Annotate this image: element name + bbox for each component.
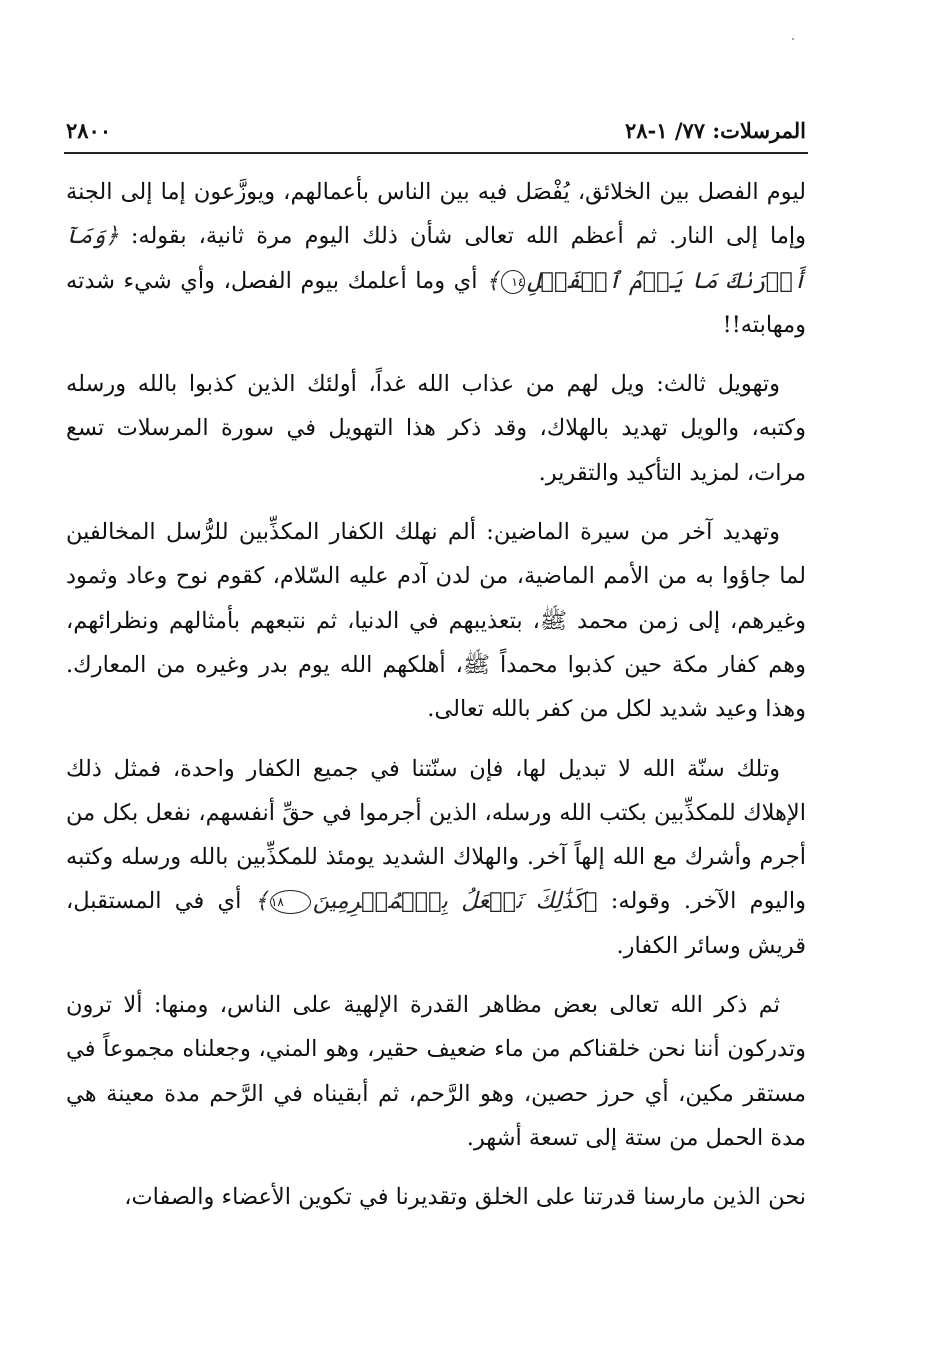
paragraph	[66, 983, 806, 1160]
verse-number-marker: ١٨	[270, 890, 311, 914]
paragraph-text: وتهويل ثالث: ويل لهم من عذاب الله غداً، أولئك الذين كذبوا بالله ورسله وكتبه، والويل تهديد بالهلاك، وقد ذكر هذا التهويل في سورة المرسلات تسع مرات، لمزيد التأكيد والتقرير.	[66, 371, 806, 486]
paragraph-text: وتهديد آخر من سيرة الماضين: ألم نهلك الكفار المكذِّبين للرُّسل المخالفين لما جاؤوا به من الأمم الماضية، من لدن آدم عليه السّلام، كقوم نوح وعاد وثمود وغيرهم، إلى زمن محمد ﷺ، بتعذيبهم في الدنيا، ثم نتبعهم بأمثالهم ونظرائهم، وهم كفار مكة حين كذبوا محمداً ﷺ، أهلكهم الله يوم بدر وغيره من المعارك. وهذا وعيد شديد لكل من كفر بالله تعالى.	[66, 519, 806, 723]
paragraph	[66, 170, 806, 347]
scan-speck	[792, 38, 794, 40]
chapter-reference: المرسلات: ٧٧/ ١-٢٨	[624, 118, 806, 143]
paragraph-text: نحن الذين مارسنا قدرتنا على الخلق وتقديرنا في تكوين الأعضاء والصفات،	[124, 1184, 806, 1211]
running-header	[66, 118, 806, 152]
paragraph-text: أي وما أعلمك بيوم الفصل، وأي شيء شدته ومهابته!!	[66, 267, 806, 338]
paragraph	[66, 362, 806, 495]
page-number: ٢٨٠٠	[66, 118, 112, 143]
verse-number-marker: ١٤	[501, 270, 525, 294]
paragraph	[66, 510, 806, 731]
paragraph-text: ليوم الفصل بين الخلائق، يُفْصَل فيه بين الناس بأعمالهم، ويوزَّعون إما إلى الجنة وإما إلى النار. ثم أعظم الله تعالى شأن ذلك اليوم مرة ثانية، بقوله:	[66, 179, 806, 250]
quran-verse-text: ﴾	[254, 888, 268, 915]
quran-verse-text: ﴿كَذَٰلِكَ نَفۡعَلُ بِٱلۡمُجۡرِمِينَ	[312, 888, 598, 915]
quran-verse-text: ﴿وَمَآ أَدۡرَىٰكَ مَا يَوۡمُ ٱلۡفَصۡلِ	[66, 223, 806, 294]
quran-verse-text: ﴾	[486, 267, 500, 294]
paragraph-text: وتلك سنّة الله لا تبديل لها، فإن سنّتنا في جميع الكفار واحدة، فمثل ذلك الإهلاك للمكذِّبين بكتب الله ورسله، الذين أجرموا في حقِّ أنفسهم، نفعل بكل من أجرم وأشرك مع الله إلهاً آخر. والهلاك الشديد يومئذ للمكذِّبين بالله ورسله وكتبه واليوم الآخر. وقوله:	[66, 755, 806, 915]
paragraph-text: أي في المستقبل، قريش وسائر الكفار.	[66, 888, 806, 959]
paragraph	[66, 747, 806, 968]
paragraph	[66, 1175, 806, 1219]
page-body	[66, 170, 806, 1235]
paragraph-text: ثم ذكر الله تعالى بعض مظاهر القدرة الإلهية على الناس، ومنها: ألا ترون وتدركون أننا نحن خلقناكم من ماء ضعيف حقير، وهو المني، وجعلناه مجموعاً في مستقر مكين، أي حرز حصين، وهو الرَّحم، ثم أبقيناه في الرَّحم مدة معينة هي مدة الحمل من ستة إلى تسعة أشهر.	[66, 992, 806, 1151]
header-rule	[64, 152, 808, 154]
